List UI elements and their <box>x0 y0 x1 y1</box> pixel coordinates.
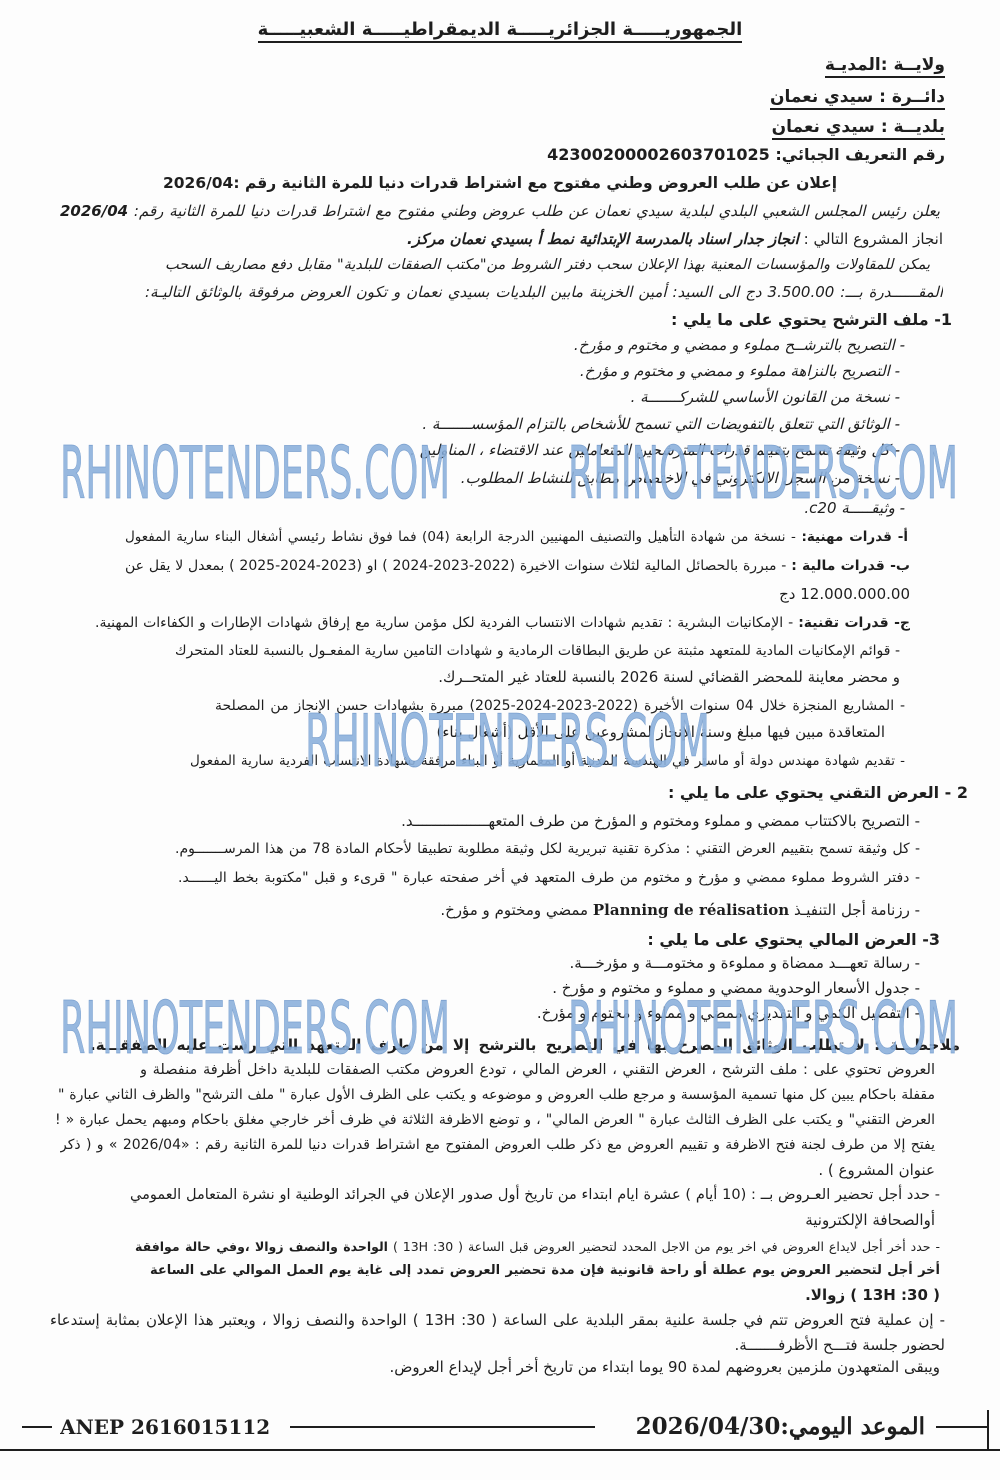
technical-item: و محضر معاينة للمحضر القضائي لسنة 2026 بالنسبة للعتاد غير المتحــرك. <box>438 668 900 686</box>
footer-rule <box>290 1426 595 1428</box>
notes-line: مقفلة باحكام يبين كل منها تسمية المؤسسة و مرجع طلب العروض و موضوعه و يكتب على الظرف الأول عبارة " ملف الترشح" والظرف الثاني عبارة " <box>58 1087 935 1103</box>
footer-anep: ANEP 2616015112 <box>60 1415 271 1439</box>
republic-header: الجمهوريـــــة الجزائريـــــة الديمقراطيـــــة الشعبيـــــة <box>255 16 745 46</box>
technical-offer-item: - كل وثيقة تسمح بتقييم العرض التقني : مذكرة تقنية تبريرية لكل وثيقة مطلوبة تطبيقا لأحكام المادة 78 من هذا المرســـــــوم. <box>175 841 920 857</box>
deadline-line: - حدد أجل تحضير العـروض بــ : (10 أيام ) عشرة ايام ابتداء من تاريخ أول صدور الإعلان في الجرائد الوطنية او نشرة المتعامل العمومي <box>130 1187 940 1203</box>
professional-text: - نسخة من شهادة التأهيل والتصنيف المهنيين الدرجة الرابعة (04) فما فوق نشاط رئيسي أشغال البناء سارية المفعول <box>125 529 796 545</box>
withdraw-line-1: يمكن للمقاولات والمؤسسات المعنية بهذا الإعلان سحب دفتر الشروط من"مكتب الصفقات للبلدية" مقابل دفع مصاريف السحب <box>165 257 930 273</box>
project-name: انجاز جدار اسناد بالمدرسة الإبتدائية نمط أ بسيدي نعمان مركز. <box>406 230 799 248</box>
financial-offer-item: - جدول الأسعار الوحدوية ممضي و مملوء و مختوم و مؤرخ . <box>552 979 920 997</box>
notes-line: العرض التقني" و يكتب على الظرف الثالث عبارة " العرض المالي" ، و توضع الاظرفة الثلاثة في ظرف أخر خارجي مغلق باحكام ومبهم يحمل عبارة « ! <box>55 1112 935 1128</box>
technical-item: - المشاريع المنجزة خلال 04 سنوات الأخيرة (2022-2023-2024-2025) مبررة بشهادات حسن الإنجاز من المصلحة <box>215 698 905 714</box>
remark: ملاحظـــة : لا تطلب الوثائق المصرح بها في التصريح بالترشح إلا من طرف المتعهد التي رست عليه الصفقـــة. <box>90 1036 960 1054</box>
technical-label: ج- قدرات تقنية: <box>798 615 910 631</box>
deadline-line: أخر أجل لتحضير العروض يوم عطلة أو راحة قانونية فإن مدة تحضير العروض تمدد إلى غاية يوم العمل الموالي على الساعة <box>150 1263 940 1278</box>
candidature-item: - التصريح بالنزاهة مملوء و ممضي و مختوم و مؤرخ. <box>579 362 900 380</box>
svg-text:RHINOTENDERS.COM: RHINOTENDERS.COM <box>305 708 710 770</box>
technical-capacity <box>95 612 910 634</box>
professional-label: أ- قدرات مهنية: <box>801 529 908 545</box>
footer-date: الموعد اليومي:2026/04/30 <box>635 1413 925 1440</box>
deadline-submit-text: - حدد أخر أجل لايداع العروض في اخر يوم من الاجل المحدد لتحضير العروض قبل الساعة ( 13H :30 ) <box>392 1239 940 1254</box>
candidature-heading: 1- ملف الترشح يحتوي على ما يلي : <box>671 310 952 329</box>
footer-rule <box>987 1410 989 1450</box>
schedule-tail: ممضي ومختوم و مؤرخ. <box>440 901 589 919</box>
technical-item: المتعاقدة مبين فيها مبلغ وسنة الإنجاز لمشروعين على الأقل (أشغال بناء) <box>436 723 885 741</box>
technical-item: - تقديم شهادة مهندس دولة أو ماستر في الهندسة المدنية أو المعمارية أو البناء مرفقة بشهادة الانتساب الفردية سارية المفعول <box>190 753 905 769</box>
candidature-item: - نسخة من السجل الالكتروني في الاختصاص مطابق للنشاط المطلوب. <box>460 469 900 487</box>
footer-rule <box>22 1426 52 1428</box>
deadline-line <box>135 1236 940 1258</box>
candidature-item: - وثيقـــــة c20. <box>804 499 905 517</box>
tax-id-label: رقم التعريف الجبائي: <box>775 145 945 164</box>
intro-number: 2026/04 <box>60 202 129 220</box>
project-line <box>60 228 943 250</box>
schedule-french: Planning de réalisation <box>592 901 790 919</box>
technical-item: - قوائم الإمكانيات المادية للمتعهد مثبتة عن طريق البطاقات الرمادية و شهادات التامين سارية المفعـول بالنسبة للعتاد المتحرك <box>175 643 900 659</box>
withdraw-line-2: المقــــــدرة بـــ: 3.500.00 دج الى السيد: أمين الخزينة مابين البلديات بسيدي نعمان و تكون العروض مرفوقة بالوثائق التاليـة: <box>145 283 943 301</box>
technical-text: - الإمكانيات البشرية : تقديم شهادات الانتساب الفردية لكل مؤمن سارية مع إرفاق شهادات الإطارات و الكفاءات المهنية. <box>95 615 794 631</box>
candidature-item: - نسخة من القانون الأساسي للشركـــــــة . <box>630 388 900 406</box>
tax-id-value: 42300200002603701025 <box>547 145 770 164</box>
candidature-item: - كل وثيقة تسمح بتقييم قدرات المترشحين المتعاملين عند الاقتضاء ، المناولين . <box>410 441 900 459</box>
tax-id <box>500 144 945 166</box>
baladia: بلديــة : سيدي نعمان <box>600 115 945 141</box>
notes-line: العروض تحتوي على : ملف الترشح ، العرض التقني ، العرض المالي ، تودع العروض مكتب الصفقات للبلدية داخل أظرفة منفصلة و <box>140 1062 935 1078</box>
financial-amount: 12.000.000.00 دج <box>779 585 910 603</box>
announcement-title: إعلان عن طلب العروض وطني مفتوح مع اشتراط قدرات دنيا للمرة الثانية رقم :2026/04 <box>162 174 838 192</box>
financial-offer-item: - رسالة تعهـــد ممضاة و مملوءة و مختومـــة و مؤرخـــة. <box>569 954 920 972</box>
schedule-label: - رزنامة أجل التنفيـذ <box>794 901 920 919</box>
daira: دائــرة : سيدي نعمان <box>600 85 945 111</box>
technical-offer-heading: 2 - العرض التقني يحتوي على ما يلي : <box>667 783 968 802</box>
svg-text:RHINOTENDERS.COM: RHINOTENDERS.COM <box>60 440 450 502</box>
professional-capacity <box>125 526 908 548</box>
financial-capacity <box>125 555 910 577</box>
financial-offer-item: - التفصيل الكمي و التقديري ممضي و مملوء و مختوم و مؤرخ. <box>536 1004 920 1022</box>
deadline-line: ( 13H :30 ) زوالا. <box>805 1286 940 1304</box>
project-label: انجاز المشروع التالي : <box>803 230 943 248</box>
wilaya: ولايــة :المديـة <box>600 53 945 79</box>
deadline-submit-bold: الواحدة والنصف زوالا ،وفي حالة موافقة <box>135 1239 388 1254</box>
svg-text:RHINOTENDERS.COM: RHINOTENDERS.COM <box>60 995 450 1057</box>
candidature-item: - الوثائق التي تتعلق بالتفويضات التي تسمح للأشخاص بالتزام المؤسســـــــة . <box>422 415 900 433</box>
candidature-item: - التصريح بالترشــح مملوء و ممضي و مختوم و مؤرخ. <box>573 336 905 354</box>
technical-offer-schedule <box>250 899 920 921</box>
notes-line: يفتح إلا من طرف لجنة فتح الاظرفة و تقييم العروض مع ذكر طلب العروض المفتوح مع اشتراط قدرات دنيا للمرة الثانية رقم : «2026/04 » و ( ذكر <box>60 1137 935 1153</box>
intro-text: يعلن رئيس المجلس الشعبي البلدي لبلدية سيدي نعمان عن طلب عروض وطني مفتوح مع اشتراط قدرات دنيا للمرة الثانية رقم: <box>133 202 940 220</box>
financial-offer-heading: 3- العرض المالي يحتوي على ما يلي : <box>647 930 940 949</box>
financial-text: - مبررة بالحصائل المالية لثلاث سنوات الاخيرة (2022-2023-2024 ) او (2023-2024-2025 ) بمعدل لا يقل عن <box>125 558 787 574</box>
opening-line: - إن عملية فتح العروض تتم في جلسة علنية بمقر البلدية على الساعة ( 13H :30 ) الواحدة والنصف زوالا ، ويعتبر هذا الإعلان بمثابة إستدعاء <box>50 1311 945 1329</box>
svg-text:RHINOTENDERS.COM: RHINOTENDERS.COM <box>568 440 958 502</box>
notes-line: عنوان المشروع ) . <box>818 1161 935 1179</box>
deadline-line: أوالصحافة الإلكترونية <box>805 1211 935 1229</box>
footer-rule <box>0 1449 1000 1451</box>
validity-line: ويبقى المتعهدون ملزمين بعروضهم لمدة 90 يوما ابتداء من تاريخ أخر أجل لإيداع العروض. <box>389 1358 940 1376</box>
footer-rule <box>936 1426 988 1428</box>
technical-offer-item: - التصريح بالاكتتاب ممضي و مملوء ومختوم و المؤرخ من طرف المتعهـــــــــــــــــد. <box>401 812 920 830</box>
technical-offer-item: - دفتر الشروط مملوء ممضي و مؤرخ و مختوم من طرف المتعهد في أخر صفحته عبارة " قرىء و قبل "مكتوبة بخط اليــــــد. <box>178 870 920 886</box>
svg-text:RHINOTENDERS.COM: RHINOTENDERS.COM <box>568 995 958 1057</box>
opening-line: لحضور جلسة فتـــح الأظرفـــــــة. <box>734 1336 945 1354</box>
intro-line <box>60 200 940 222</box>
financial-label: ب- قدرات مالية : <box>791 558 910 574</box>
